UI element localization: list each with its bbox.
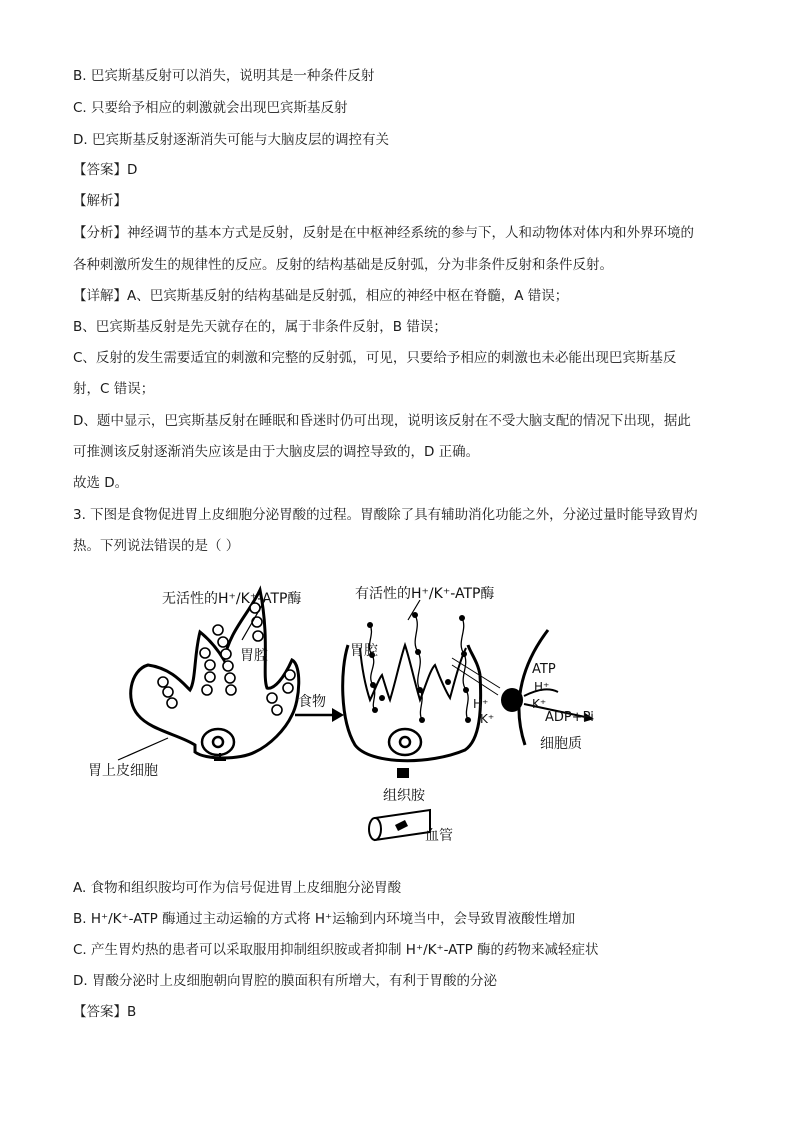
xiangjie-c-2: 射，C 错误； bbox=[73, 381, 155, 397]
epithelial-cell-inactive bbox=[131, 590, 302, 760]
k-inside-label: K⁺ bbox=[532, 697, 547, 711]
active-enzyme-label: 有活性的H⁺/K⁺-ATP酶 bbox=[355, 586, 495, 602]
answer-prev: 【答案】D bbox=[73, 162, 138, 178]
food-label: 食物 bbox=[298, 694, 326, 710]
fenxi-line-1: 【分析】神经调节的基本方式是反射，反射是在中枢神经系统的参与下，人和动物体对体内和外界环境的 bbox=[73, 225, 694, 241]
blood-vessel-label: 血管 bbox=[425, 828, 453, 844]
option-b-prev: B. 巴宾斯基反射可以消失，说明其是一种条件反射 bbox=[73, 68, 375, 84]
fenxi-line-2: 各种刺激所发生的规律性的反应。反射的结构基础是反射弧，分为非条件反射和条件反射。 bbox=[73, 257, 613, 273]
adp-label: ADP+Pi bbox=[545, 710, 594, 725]
question-3-option-a: A. 食物和组织胺均可作为信号促进胃上皮细胞分泌胃酸 bbox=[73, 880, 402, 896]
blood-vessel bbox=[369, 810, 430, 840]
leader-line-cell bbox=[118, 738, 168, 760]
h-out-label: H⁺ bbox=[473, 697, 489, 711]
gastric-acid-diagram bbox=[70, 570, 670, 860]
question-3-answer: 【答案】B bbox=[73, 1004, 137, 1020]
question-3-stem-1: 3. 下图是食物促进胃上皮细胞分泌胃酸的过程。胃酸除了具有辅助消化功能之外，分泌过量时能导致胃灼 bbox=[73, 507, 698, 523]
analysis-heading: 【解析】 bbox=[73, 193, 127, 209]
lumen-label-left: 胃腔 bbox=[240, 648, 268, 664]
xiangjie-b: B、巴宾斯基反射是先天就存在的，属于非条件反射，B 错误； bbox=[73, 319, 447, 335]
zoom-line-2 bbox=[452, 665, 498, 695]
lumen-label-right: 胃腔 bbox=[350, 643, 378, 659]
epithelial-cell-label: 胃上皮细胞 bbox=[88, 763, 158, 779]
h-inside-label: H⁺ bbox=[534, 680, 550, 694]
question-3-option-d: D. 胃酸分泌时上皮细胞朝向胃腔的膜面积有所增大，有利于胃酸的分泌 bbox=[73, 973, 497, 989]
xiangjie-d-2: 可推测该反射逐渐消失应该是由于大脑皮层的调控导致的，D 正确。 bbox=[73, 444, 480, 460]
xiangjie-a: 【详解】A、巴宾斯基反射的结构基础是反射弧，相应的神经中枢在脊髓，A 错误； bbox=[73, 288, 569, 304]
cytoplasm-label: 细胞质 bbox=[540, 736, 582, 752]
k-out-label: K⁺ bbox=[480, 712, 495, 726]
food-arrowhead bbox=[332, 708, 344, 722]
option-d-prev: D. 巴宾斯基反射逐渐消失可能与大脑皮层的调控有关 bbox=[73, 132, 389, 148]
conclusion: 故选 D。 bbox=[73, 475, 129, 491]
epithelial-cell-active bbox=[343, 645, 481, 778]
question-3-stem-2: 热。下列说法错误的是（ ） bbox=[73, 538, 240, 554]
inactive-enzyme-label: 无活性的H⁺/K⁺-ATP酶 bbox=[162, 591, 302, 607]
histamine-label: 组织胺 bbox=[383, 788, 425, 804]
proton-pump bbox=[501, 688, 523, 712]
active-enzyme-strands bbox=[369, 615, 468, 720]
option-c-prev: C. 只要给予相应的刺激就会出现巴宾斯基反射 bbox=[73, 100, 348, 116]
atp-label: ATP bbox=[532, 662, 556, 677]
question-3-option-b: B. H⁺/K⁺-ATP 酶通过主动运输的方式将 H⁺运输到内环境当中，会导致胃液酸性增加 bbox=[73, 911, 576, 927]
xiangjie-d-1: D、题中显示，巴宾斯基反射在睡眠和昏迷时仍可出现，说明该反射在不受大脑支配的情况下出现，据此 bbox=[73, 413, 691, 429]
xiangjie-c-1: C、反射的发生需要适宜的刺激和完整的反射弧，可见，只要给予相应的刺激也未必能出现巴宾斯基反 bbox=[73, 350, 677, 366]
question-3-option-c: C. 产生胃灼热的患者可以采取服用抑制组织胺或者抑制 H⁺/K⁺-ATP 酶的药物来减轻症状 bbox=[73, 942, 599, 958]
